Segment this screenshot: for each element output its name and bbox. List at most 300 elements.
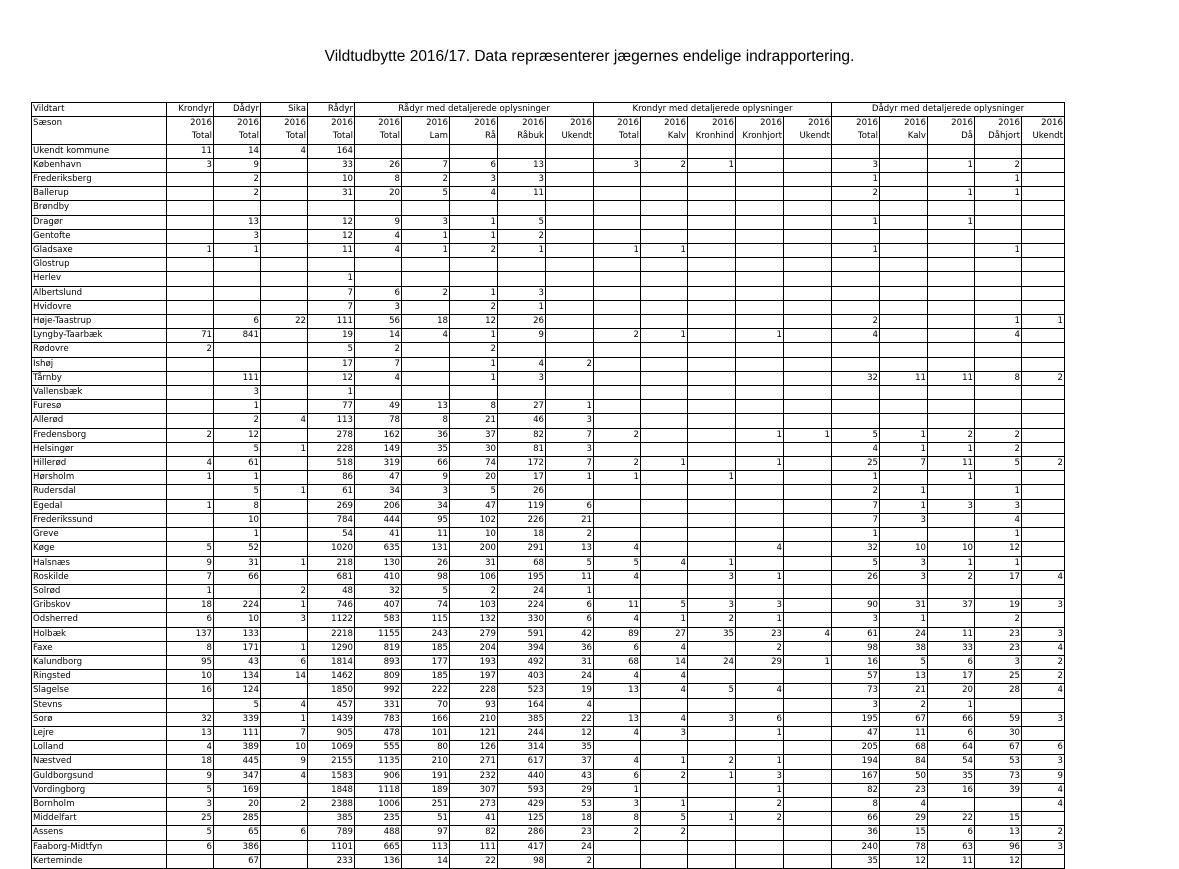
table-cell: 14 [355,329,402,343]
column-subheader: Total [214,130,261,144]
header-vildtart: Vildtart [32,103,167,117]
table-cell [928,173,975,187]
table-cell [784,698,832,712]
table-cell: 24 [688,655,736,669]
table-cell: 7 [832,499,880,513]
table-cell [832,414,880,428]
table-cell: 240 [832,840,880,854]
table-cell: 4 [402,329,450,343]
municipality-name: Allerød [32,414,167,428]
table-cell: 339 [214,712,261,726]
table-cell: 5 [450,485,498,499]
table-cell: 9 [167,769,214,783]
table-cell [880,584,928,598]
table-cell: 185 [402,641,450,655]
table-cell [261,570,308,584]
table-cell: 11 [928,371,975,385]
table-cell: 96 [975,840,1022,854]
table-cell: 1 [928,187,975,201]
column-subheader: Rå [450,130,498,144]
table-cell: 1 [832,244,880,258]
table-cell [784,797,832,811]
table-cell: 3 [594,797,641,811]
table-cell: 385 [498,712,546,726]
table-cell [880,215,928,229]
table-cell: 63 [928,840,975,854]
table-cell [594,229,641,243]
table-cell: 86 [308,471,355,485]
table-cell: 244 [498,726,546,740]
table-cell [167,513,214,527]
table-cell: 1 [784,428,832,442]
table-cell [1022,187,1065,201]
column-subheader: Lam [402,130,450,144]
table-cell [261,854,308,868]
municipality-name: Greve [32,528,167,542]
table-cell: 2 [832,485,880,499]
table-cell: 218 [308,556,355,570]
table-cell: 4 [736,684,784,698]
table-cell: 2 [450,584,498,598]
table-cell [1022,343,1065,357]
table-row [32,272,1065,286]
table-cell [546,329,594,343]
table-cell [1022,613,1065,627]
table-cell: 197 [450,670,498,684]
table-cell: 11 [498,187,546,201]
table-cell: 226 [498,513,546,527]
table-cell: 20 [355,187,402,201]
table-cell [975,144,1022,158]
table-cell [594,300,641,314]
table-cell: 1 [975,244,1022,258]
table-cell: 6 [261,655,308,669]
table-cell [688,513,736,527]
table-cell [736,187,784,201]
table-cell: 1 [736,726,784,740]
table-cell: 11 [928,627,975,641]
table-cell [261,215,308,229]
table-cell: 34 [355,485,402,499]
table-cell: 26 [498,485,546,499]
table-cell [355,272,402,286]
table-cell [546,272,594,286]
table-cell [261,258,308,272]
table-cell: 4 [261,698,308,712]
table-cell: 24 [880,627,928,641]
table-cell: 5 [498,215,546,229]
table-row [32,457,1065,471]
table-cell [880,201,928,215]
municipality-name: Bornholm [32,797,167,811]
table-cell: 17 [308,357,355,371]
table-cell: 347 [214,769,261,783]
table-row [32,812,1065,826]
table-cell: 273 [450,797,498,811]
table-cell: 488 [355,826,402,840]
table-cell: 3 [688,712,736,726]
table-cell [688,428,736,442]
table-cell: 10 [928,542,975,556]
table-cell: 46 [498,414,546,428]
table-cell [928,229,975,243]
table-cell: 31 [546,655,594,669]
table-cell: 3 [880,556,928,570]
table-cell [261,371,308,385]
table-cell: 4 [880,797,928,811]
table-cell: 18 [167,599,214,613]
table-cell: 1 [450,215,498,229]
table-cell: 191 [402,769,450,783]
table-cell [880,229,928,243]
table-cell [784,769,832,783]
table-cell: 131 [402,542,450,556]
table-cell [832,144,880,158]
table-cell [546,158,594,172]
table-cell [214,584,261,598]
table-cell [641,400,688,414]
table-cell [975,201,1022,215]
table-cell [450,144,498,158]
table-cell: 36 [832,826,880,840]
table-cell [1022,499,1065,513]
table-cell: 2 [214,187,261,201]
table-cell [784,513,832,527]
table-cell [167,300,214,314]
table-cell: 1850 [308,684,355,698]
table-cell: 25 [975,670,1022,684]
table-cell [784,343,832,357]
table-cell: 4 [167,741,214,755]
table-cell: 2 [594,329,641,343]
table-cell [880,471,928,485]
table-cell: 37 [450,428,498,442]
table-cell: 1 [546,584,594,598]
table-cell: 235 [355,812,402,826]
table-cell: 1122 [308,613,355,627]
table-cell: 10 [214,513,261,527]
table-cell: 593 [498,783,546,797]
table-cell [594,315,641,329]
table-cell [784,712,832,726]
table-cell: 2 [402,286,450,300]
table-cell: 130 [355,556,402,570]
table-cell: 2 [450,244,498,258]
table-cell [261,272,308,286]
municipality-name: Solrød [32,584,167,598]
table-cell [546,201,594,215]
table-cell [736,528,784,542]
table-cell [641,698,688,712]
table-cell: 1 [688,556,736,570]
table-cell [688,584,736,598]
table-cell [214,201,261,215]
table-cell [784,300,832,314]
table-cell: 194 [832,755,880,769]
table-cell [641,215,688,229]
table-cell [355,258,402,272]
table-cell [832,343,880,357]
table-cell [928,400,975,414]
header-raadyr: Rådyr [308,103,355,117]
table-cell [546,173,594,187]
table-cell: 37 [546,755,594,769]
table-cell: 3 [688,570,736,584]
table-cell: 106 [450,570,498,584]
table-cell: 1 [261,712,308,726]
table-cell: 5 [167,542,214,556]
table-cell: 228 [450,684,498,698]
table-cell: 31 [308,187,355,201]
table-cell: 7 [355,357,402,371]
column-subheader: Total [355,130,402,144]
table-cell: 2 [975,442,1022,456]
municipality-name: Faxe [32,641,167,655]
table-cell: 3 [1022,627,1065,641]
table-cell: 285 [214,812,261,826]
municipality-name: Kalundborg [32,655,167,669]
table-cell: 12 [308,371,355,385]
table-cell: 3 [832,613,880,627]
table-cell [688,215,736,229]
table-cell: 1 [975,485,1022,499]
table-cell: 24 [546,670,594,684]
season-cell: 2016 [641,117,688,131]
table-cell [214,343,261,357]
municipality-name: Ringsted [32,670,167,684]
table-cell: 9 [214,158,261,172]
column-subheader: Ukendt [1022,130,1065,144]
table-cell [546,386,594,400]
table-cell [1022,272,1065,286]
table-cell: 80 [402,741,450,755]
table-row [32,769,1065,783]
table-row [32,755,1065,769]
table-cell: 2 [688,755,736,769]
table-row [32,599,1065,613]
table-cell: 49 [355,400,402,414]
municipality-name: Odsherred [32,613,167,627]
table-cell: 1 [450,371,498,385]
table-cell [832,286,880,300]
table-cell [880,173,928,187]
table-cell: 149 [355,442,402,456]
table-cell: 1 [594,783,641,797]
table-cell [1022,442,1065,456]
table-cell: 7 [402,158,450,172]
table-cell: 224 [214,599,261,613]
table-cell: 11 [167,144,214,158]
table-cell: 41 [355,528,402,542]
header-group-daadyr: Dådyr med detaljerede oplysninger [832,103,1065,117]
table-cell: 8 [355,173,402,187]
table-cell: 16 [928,783,975,797]
table-cell [880,315,928,329]
municipality-name: Egedal [32,499,167,513]
municipality-name: Ballerup [32,187,167,201]
table-cell [784,386,832,400]
table-cell: 3 [832,698,880,712]
table-cell [784,485,832,499]
table-cell [736,258,784,272]
table-cell: 2 [594,428,641,442]
table-cell [1022,201,1065,215]
table-cell [450,386,498,400]
table-cell: 164 [308,144,355,158]
table-cell [784,173,832,187]
table-cell [641,187,688,201]
table-cell [784,599,832,613]
table-row [32,485,1065,499]
table-cell: 617 [498,755,546,769]
table-cell: 3 [546,414,594,428]
table-cell: 1 [832,173,880,187]
table-cell [641,286,688,300]
table-cell: 19 [975,599,1022,613]
table-cell [641,499,688,513]
table-cell [688,826,736,840]
table-cell: 6 [167,613,214,627]
table-cell [736,584,784,598]
table-cell: 10 [880,542,928,556]
table-cell [688,670,736,684]
table-cell: 2 [880,698,928,712]
table-row [32,670,1065,684]
table-cell: 992 [355,684,402,698]
table-cell: 47 [450,499,498,513]
table-cell [594,414,641,428]
table-cell: 3 [498,173,546,187]
table-cell [688,329,736,343]
table-cell [928,613,975,627]
table-cell [736,201,784,215]
table-cell: 210 [402,755,450,769]
table-cell: 1 [167,584,214,598]
table-cell [880,400,928,414]
municipality-name: Ishøj [32,357,167,371]
table-cell: 4 [594,570,641,584]
table-cell: 6 [928,826,975,840]
table-cell [641,315,688,329]
table-cell: 1 [736,613,784,627]
table-cell: 22 [261,315,308,329]
municipality-name: Lyngby-Taarbæk [32,329,167,343]
table-cell [688,286,736,300]
table-cell [546,244,594,258]
table-cell [688,499,736,513]
table-cell [832,300,880,314]
table-cell [214,300,261,314]
table-cell: 20 [928,684,975,698]
table-cell: 67 [880,712,928,726]
table-cell: 81 [498,442,546,456]
table-cell: 5 [214,485,261,499]
season-cell: 2016 [1022,117,1065,131]
table-cell: 162 [355,428,402,442]
table-cell [784,371,832,385]
table-cell: 4 [594,726,641,740]
table-row [32,329,1065,343]
table-cell [784,812,832,826]
table-cell: 1 [641,797,688,811]
table-cell: 7 [546,428,594,442]
table-cell: 440 [498,769,546,783]
table-cell [832,584,880,598]
table-cell: 5 [402,187,450,201]
table-cell [594,258,641,272]
table-cell: 48 [308,584,355,598]
table-cell: 1 [880,485,928,499]
table-cell [928,797,975,811]
table-cell: 2 [975,158,1022,172]
table-cell: 6 [167,840,214,854]
table-cell: 137 [167,627,214,641]
table-cell: 1 [641,755,688,769]
table-cell: 47 [832,726,880,740]
table-cell: 4 [641,556,688,570]
table-cell [975,414,1022,428]
table-cell: 5 [167,826,214,840]
table-cell: 18 [546,812,594,826]
table-cell [1022,428,1065,442]
table-cell: 54 [928,755,975,769]
season-cell: 2016 [736,117,784,131]
wildlife-yield-table [31,102,1065,869]
table-cell: 2 [641,826,688,840]
table-cell: 5 [308,343,355,357]
table-cell [1022,513,1065,527]
table-cell: 2 [975,613,1022,627]
table-cell: 113 [402,840,450,854]
table-cell: 1 [402,229,450,243]
table-cell: 43 [546,769,594,783]
table-cell [641,442,688,456]
table-cell [261,386,308,400]
table-cell: 1 [832,215,880,229]
season-cell: 2016 [975,117,1022,131]
table-cell: 35 [402,442,450,456]
table-cell: 4 [355,244,402,258]
table-cell: 32 [832,371,880,385]
table-cell: 3 [832,158,880,172]
table-cell: 1 [736,783,784,797]
table-cell: 4 [975,329,1022,343]
table-cell: 555 [355,741,402,755]
table-cell [880,343,928,357]
table-cell: 5 [641,812,688,826]
table-cell: 3 [498,286,546,300]
table-cell [784,258,832,272]
municipality-name: Næstved [32,755,167,769]
municipality-name: Ukendt kommune [32,144,167,158]
table-row [32,712,1065,726]
table-cell [784,755,832,769]
municipality-name: Assens [32,826,167,840]
table-cell [1022,300,1065,314]
table-cell: 3 [594,158,641,172]
table-cell [402,343,450,357]
table-cell [261,400,308,414]
table-cell: 819 [355,641,402,655]
table-cell [167,854,214,868]
table-cell [641,272,688,286]
table-cell: 59 [975,712,1022,726]
table-cell [214,272,261,286]
table-cell: 11 [594,599,641,613]
column-subheader: Total [308,130,355,144]
table-cell [1022,244,1065,258]
table-cell: 35 [832,854,880,868]
